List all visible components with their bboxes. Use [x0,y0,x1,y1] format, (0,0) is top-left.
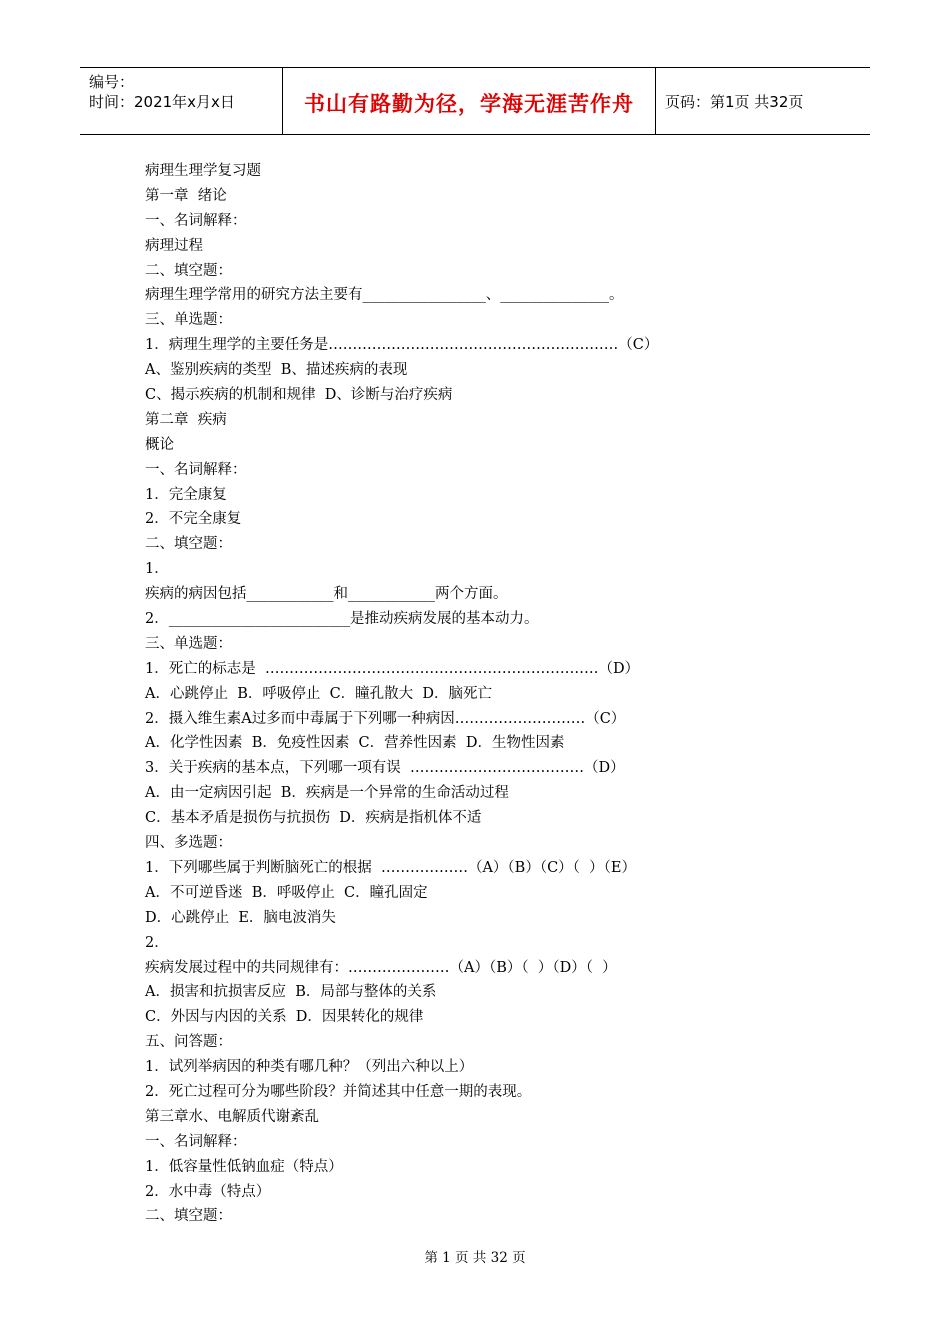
text-line: A、鉴别疾病的类型 B、描述疾病的表现 [145,362,408,379]
text-line: 疾病的病因包括____________和____________两个方面。 [145,586,508,603]
text-line: 1．试列举病因的种类有哪几种？（列出六种以上） [145,1059,474,1076]
text-line: 1． [145,561,169,578]
text-line: 病理生理学复习题 [145,163,261,179]
text-line: 二、填空题： [145,1208,232,1225]
text-line: A．不可逆昏迷 B．呼吸停止 C．瞳孔固定 [145,884,428,901]
text-line: 三、单选题： [145,312,232,329]
text-line: 1．完全康复 [145,486,227,503]
text-line: A．损害和抗损害反应 B．局部与整体的关系 [145,984,437,1001]
text-line: 概论 [145,436,174,453]
text-line: A．由一定病因引起 B．疾病是一个异常的生命活动过程 [145,785,509,802]
text-line: 一、名词解释： [145,212,247,229]
text-line: D．心跳停止 E．脑电波消失 [145,909,336,926]
text-line: 2． [145,934,169,951]
text-line: A．化学性因素 B．免疫性因素 C．营养性因素 D．生物性因素 [145,735,565,752]
header-page-cell [656,68,870,134]
document-time-label: 时间：2021年x月x日 [89,93,235,111]
text-line: 疾病发展过程中的共同规律有：…………………（A）（B）（ ）（D）（ ） [145,959,617,976]
text-line: 2．死亡过程可分为哪些阶段？并简述其中任意一期的表现。 [145,1083,532,1100]
text-line: 2．水中毒（特点） [145,1183,271,1200]
text-line: 三、单选题： [145,635,232,652]
text-line: 2．不完全康复 [145,511,242,528]
text-line: 1．下列哪些属于判断脑死亡的根据 ………………（A）（B）（C）（ ）（E） [145,859,636,876]
document-number-label: 编号： [89,73,135,91]
page-footer: 第 1 页 共 32 页 [424,1250,526,1266]
document-body [145,159,785,1229]
text-line: 第三章水、电解质代谢紊乱 [145,1108,319,1125]
text-line: 2．摄入维生素A过多而中毒属于下列哪一种病因………………………（C） [145,710,626,727]
text-line: C、揭示疾病的机制和规律 D、诊断与治疗疾病 [145,387,453,404]
text-line: 一、名词解释： [145,461,247,478]
text-line: 一、名词解释： [145,1133,247,1150]
text-line: 第二章 疾病 [145,411,227,428]
text-line: 二、填空题： [145,536,232,553]
text-line: C．外因与内因的关系 D．因果转化的规律 [145,1009,424,1026]
text-line: 病理生理学常用的研究方法主要有_________________、_______________。 [145,287,624,304]
text-line: 二、填空题： [145,262,232,279]
text-line: 五、问答题： [145,1034,232,1051]
header-meta [80,68,282,134]
header-motto: 书山有路勤为径，学海无涯苦作舟 [304,92,634,116]
text-line: 1．死亡的标志是 ……………………………………………………………（D） [145,660,640,677]
text-line: 3．关于疾病的基本点，下列哪一项有误 ………………………………（D） [145,760,625,777]
text-line: 四、多选题： [145,835,232,852]
text-line: 2．_________________________是推动疾病发展的基本动力。 [145,611,539,628]
text-line: 1．低容量性低钠血症（特点） [145,1158,343,1175]
text-line: 1．病理生理学的主要任务是……………………………………………………（C） [145,337,659,354]
text-line: A．心跳停止 B．呼吸停止 C．瞳孔散大 D．脑死亡 [145,685,492,702]
header-page-info: 页码：第1页 共32页 [665,92,804,111]
text-line: 第一章 绪论 [145,187,227,204]
text-line: C．基本矛盾是损伤与抗损伤 D．疾病是指机体不适 [145,810,482,827]
text-line: 病理过程 [145,237,203,254]
page-header [80,67,870,135]
header-motto-cell [282,68,656,134]
